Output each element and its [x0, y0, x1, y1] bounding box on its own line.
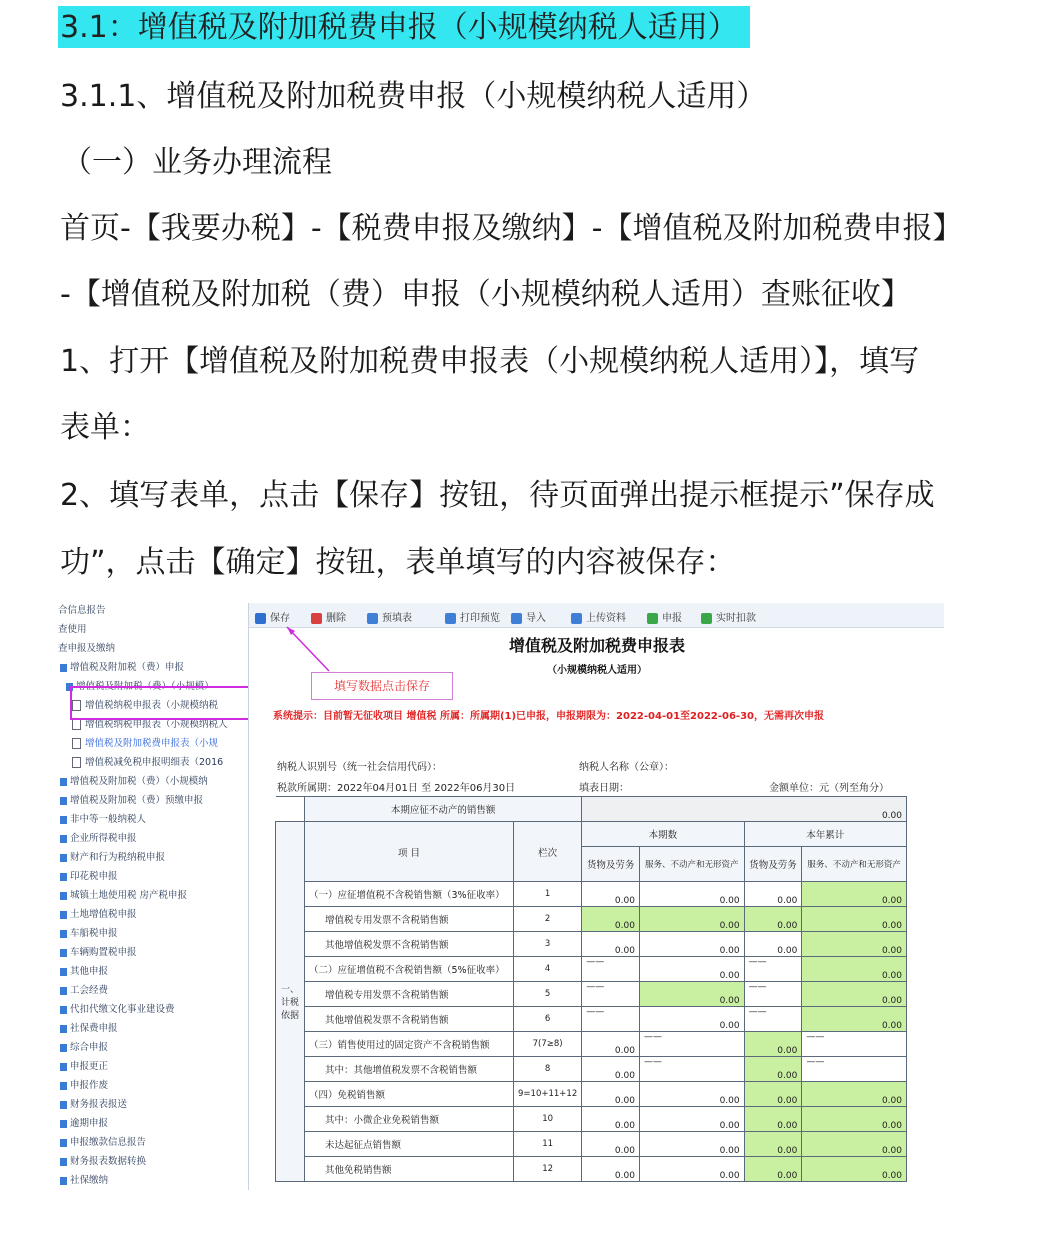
- step2-line-2: 功”，点击【确定】按钮，表单填写的内容被保存：: [60, 545, 736, 580]
- row-line: 12: [514, 1157, 582, 1182]
- row-line: 8: [514, 1057, 582, 1082]
- col-goods-ytd: 货物及劳务: [744, 847, 802, 882]
- fill-date-label: 填表日期：: [579, 783, 629, 794]
- amount-cell[interactable]: 0.00: [802, 957, 907, 982]
- step1-line-2: 表单：: [60, 410, 150, 445]
- amount-cell[interactable]: 0.00: [582, 1032, 640, 1057]
- tree-item[interactable]: [60, 1079, 108, 1093]
- tree-item-label: 申报作废: [70, 1080, 109, 1091]
- tree-item-label: 车辆购置税申报: [70, 947, 137, 958]
- toolbar-button[interactable]: [511, 609, 546, 624]
- row-label: 其中：小微企业免税销售额: [305, 1107, 514, 1132]
- amount-cell[interactable]: 0.00: [802, 1157, 907, 1182]
- row-label: 未达起征点销售额: [305, 1132, 514, 1157]
- row-label: 增值税专用发票不含税销售额: [305, 982, 514, 1007]
- tree-item-label: 增值税及附加税（费）（小规模）: [76, 681, 214, 692]
- tree-item-label: 非中等一般纳税人: [70, 814, 147, 825]
- toolbar-label: 导入: [526, 613, 546, 624]
- taxpayer-name-label: 纳税人名称（公章）：: [579, 762, 674, 773]
- toolbar-label: 保存: [270, 613, 290, 624]
- tree-item[interactable]: [60, 1174, 108, 1188]
- row-label: （二）应征增值税不含税销售额（5%征收率）: [305, 957, 514, 982]
- toolbar-button[interactable]: [367, 609, 412, 624]
- declaration-table: [275, 796, 907, 1182]
- toolbar-button[interactable]: [445, 609, 500, 624]
- tree-item-label: 申报缴款信息报告: [70, 1137, 147, 1148]
- row-line: 9=10+11+12: [514, 1082, 582, 1107]
- amount-cell[interactable]: 0.00: [744, 1082, 802, 1107]
- tree-item-label: 查申报及缴纳: [58, 643, 116, 654]
- folder-icon: [60, 1177, 67, 1185]
- amount-cell[interactable]: 0.00: [582, 1157, 640, 1182]
- table-row: [276, 957, 907, 982]
- amount-cell[interactable]: 0.00: [582, 907, 640, 932]
- amount-cell[interactable]: 0.00: [802, 982, 907, 1007]
- amount-cell[interactable]: 0.00: [582, 882, 640, 907]
- tree-item-label: 增值税及附加税（费）（小规模纳: [70, 776, 208, 787]
- folder-icon: [60, 1063, 67, 1071]
- tree-item-label: 增值税及附加税（费）预缴申报: [70, 795, 204, 806]
- toolbar-label: 实时扣款: [716, 613, 756, 624]
- row-label: 其他免税销售额: [305, 1157, 514, 1182]
- amount-cell: ——: [802, 1057, 907, 1082]
- toolbar-icon: [255, 613, 266, 624]
- toolbar-icon: [367, 613, 378, 624]
- amount-cell[interactable]: 0.00: [582, 1057, 640, 1082]
- step2-line-1: 2、填写表单，点击【保存】按钮，待页面弹出提示框提示”保存成: [60, 478, 935, 513]
- amount-cell[interactable]: 0.00: [744, 1032, 802, 1057]
- col-item: 项 目: [305, 822, 514, 882]
- tree-item[interactable]: [60, 946, 137, 960]
- tree-item[interactable]: [60, 1136, 146, 1150]
- row-line: 1: [514, 882, 582, 907]
- folder-icon: [60, 968, 67, 976]
- amount-cell[interactable]: 0.00: [639, 1007, 744, 1032]
- amount-cell[interactable]: 0.00: [744, 1107, 802, 1132]
- col-services-ytd: 服务、不动产和无形资产: [802, 847, 907, 882]
- form-title: 增值税及附加税费申报表: [508, 636, 685, 655]
- tree-item-label: 综合申报: [70, 1042, 109, 1053]
- tree-item[interactable]: [60, 1060, 108, 1074]
- tree-item[interactable]: [58, 642, 115, 656]
- table-row: [276, 1032, 907, 1057]
- toolbar-label: 删除: [326, 613, 346, 624]
- tree-item[interactable]: [60, 870, 118, 884]
- subheading: 3.1.1、增值税及附加税费申报（小规模纳税人适用）: [60, 79, 767, 114]
- tree-item-label: 增值税纳税申报表（小规模纳税人: [85, 719, 228, 730]
- toolbar-icon: [445, 613, 456, 624]
- row-line: 5: [514, 982, 582, 1007]
- folder-icon: [60, 778, 67, 786]
- amount-cell: ——: [744, 957, 802, 982]
- amount-cell: ——: [744, 982, 802, 1007]
- amount-cell[interactable]: 0.00: [744, 932, 802, 957]
- tree-item-label: 工会经费: [70, 985, 109, 996]
- amount-cell[interactable]: 0.00: [582, 1107, 640, 1132]
- section-heading: 3.1：增值税及附加税费申报（小规模纳税人适用）: [58, 6, 750, 48]
- amount-cell: ——: [582, 957, 640, 982]
- folder-icon: [60, 816, 67, 824]
- step1-line-1: 1、打开【增值税及附加税费申报表（小规模纳税人适用）】，填写: [60, 344, 920, 379]
- toolbar-label: 上传资料: [586, 613, 626, 624]
- table-row: [276, 982, 907, 1007]
- col-ytd: 本年累计: [744, 822, 906, 847]
- top-row-value: 0.00: [582, 797, 907, 822]
- tree-item-label: 城镇土地使用税 房产税申报: [70, 890, 188, 901]
- tree-item[interactable]: [60, 661, 184, 675]
- amount-cell[interactable]: 0.00: [802, 1132, 907, 1157]
- tree-item-label: 车船税申报: [70, 928, 118, 939]
- path-line-1: 首页-【我要办税】-【税费申报及缴纳】-【增值税及附加税费申报】: [60, 211, 963, 246]
- amount-cell[interactable]: 0.00: [802, 932, 907, 957]
- col-goods-current: 货物及劳务: [582, 847, 640, 882]
- tree-item[interactable]: [72, 756, 223, 770]
- document-icon: [72, 757, 81, 768]
- amount-cell[interactable]: 0.00: [639, 1157, 744, 1182]
- side-label: 一、计税依据: [276, 822, 305, 1182]
- toolbar-button[interactable]: [311, 609, 346, 624]
- table-row: [276, 882, 907, 907]
- tree-item[interactable]: [72, 718, 228, 732]
- amount-cell[interactable]: 0.00: [639, 882, 744, 907]
- row-label: （一）应征增值税不含税销售额（3%征收率）: [305, 882, 514, 907]
- row-label: （四）免税销售额: [305, 1082, 514, 1107]
- folder-icon: [60, 1082, 67, 1090]
- toolbar-label: 申报: [662, 613, 682, 624]
- tree-item[interactable]: [60, 1041, 108, 1055]
- amount-cell[interactable]: 0.00: [744, 1132, 802, 1157]
- amount-cell[interactable]: 0.00: [802, 1007, 907, 1032]
- unit-label: 金额单位：元（列至角分）: [769, 783, 889, 794]
- tree-item[interactable]: [60, 984, 108, 998]
- row-line: 6: [514, 1007, 582, 1032]
- row-label: 其中：其他增值税发票不含税销售额: [305, 1057, 514, 1082]
- folder-icon: [60, 930, 67, 938]
- tree-item[interactable]: [60, 1022, 118, 1036]
- col-current: 本期数: [582, 822, 744, 847]
- section-title: （一）业务办理流程: [62, 145, 332, 180]
- row-line: 10: [514, 1107, 582, 1132]
- table-row: [276, 932, 907, 957]
- folder-icon: [60, 1006, 67, 1014]
- amount-cell[interactable]: 0.00: [582, 1082, 640, 1107]
- amount-cell: ——: [582, 1007, 640, 1032]
- tree-item[interactable]: [60, 965, 108, 979]
- folder-icon: [60, 1158, 67, 1166]
- folder-icon: [60, 797, 67, 805]
- callout-arrow: [279, 623, 339, 675]
- form-panel: [248, 603, 944, 1190]
- col-services-current: 服务、不动产和无形资产: [639, 847, 744, 882]
- folder-icon: [60, 911, 67, 919]
- toolbar-icon: [311, 613, 322, 624]
- table-row: [276, 1082, 907, 1107]
- tree-item[interactable]: [60, 1003, 175, 1017]
- amount-cell[interactable]: 0.00: [744, 1157, 802, 1182]
- tree-item-label: 企业所得税申报: [70, 833, 137, 844]
- tree-item[interactable]: [60, 927, 118, 941]
- amount-cell: ——: [802, 1032, 907, 1057]
- tree-item[interactable]: [60, 775, 208, 789]
- amount-cell[interactable]: 0.00: [582, 1132, 640, 1157]
- col-line: 栏次: [514, 822, 582, 882]
- tree-item[interactable]: [60, 813, 146, 827]
- tree-item-label: 社保费申报: [70, 1023, 118, 1034]
- toolbar-icon: [647, 613, 658, 624]
- row-label: 其他增值税发票不含税销售额: [305, 1007, 514, 1032]
- save-callout: 填写数据点击保存: [311, 672, 453, 700]
- path-line-2: -【增值税及附加税（费）申报（小规模纳税人适用）查账征收】: [60, 277, 911, 312]
- tree-item-label: 增值税纳税申报表（小规模纳税: [85, 700, 219, 711]
- form-subtitle: （小规模纳税人适用）: [547, 665, 647, 676]
- folder-icon: [60, 854, 67, 862]
- toolbar-button[interactable]: [571, 609, 626, 624]
- tree-item-label: 印花税申报: [70, 871, 118, 882]
- tree-item[interactable]: [60, 794, 203, 808]
- period-label: 税款所属期：2022年04月01日 至 2022年06月30日: [277, 783, 516, 794]
- tree-item-label: 财产和行为税纳税申报: [70, 852, 166, 863]
- amount-cell[interactable]: 0.00: [639, 982, 744, 1007]
- tree-item-label: 增值税减免税申报明细表（2016: [85, 757, 224, 768]
- row-line: 4: [514, 957, 582, 982]
- amount-cell[interactable]: 0.00: [639, 1082, 744, 1107]
- amount-cell[interactable]: 0.00: [639, 932, 744, 957]
- folder-icon: [60, 1120, 67, 1128]
- folder-icon: [60, 664, 67, 672]
- tree-item[interactable]: [60, 851, 165, 865]
- top-row-label: 本期应征不动产的销售额: [305, 797, 582, 822]
- table-row: [276, 1107, 907, 1132]
- toolbar-icon: [701, 613, 712, 624]
- toolbar-label: 预填表: [382, 613, 412, 624]
- folder-icon: [60, 873, 67, 881]
- tree-item-label: 申报更正: [70, 1061, 109, 1072]
- tree-item[interactable]: [60, 1117, 108, 1131]
- tree-item-label: 财务报表数据转换: [70, 1156, 147, 1167]
- row-line: 7(7≥8): [514, 1032, 582, 1057]
- toolbar-icon: [571, 613, 582, 624]
- form-toolbar: [249, 603, 944, 628]
- table-row: [276, 907, 907, 932]
- tree-item[interactable]: [58, 604, 106, 618]
- tree-item-label: 代扣代缴文化事业建设费: [70, 1004, 175, 1015]
- embedded-screenshot: [58, 600, 944, 1190]
- folder-icon: [60, 892, 67, 900]
- amount-cell[interactable]: 0.00: [582, 932, 640, 957]
- folder-icon: [60, 987, 67, 995]
- amount-cell[interactable]: 0.00: [639, 907, 744, 932]
- amount-cell: ——: [744, 1007, 802, 1032]
- toolbar-button[interactable]: [701, 609, 756, 624]
- folder-icon: [60, 1139, 67, 1147]
- table-row: [276, 1057, 907, 1082]
- row-label: 增值税专用发票不含税销售额: [305, 907, 514, 932]
- row-line: 3: [514, 932, 582, 957]
- tree-item[interactable]: [60, 1098, 127, 1112]
- tree-item-label: 土地增值税申报: [70, 909, 137, 920]
- document-icon: [72, 738, 81, 749]
- folder-icon: [60, 1101, 67, 1109]
- amount-cell[interactable]: 0.00: [802, 907, 907, 932]
- tree-item[interactable]: [60, 1155, 146, 1169]
- table-row: [276, 1157, 907, 1182]
- row-label: （三）销售使用过的固定资产不含税销售额: [305, 1032, 514, 1057]
- folder-icon: [60, 1025, 67, 1033]
- tree-item-label: 其他申报: [70, 966, 109, 977]
- tree-item[interactable]: [60, 832, 137, 846]
- toolbar-button[interactable]: [647, 609, 682, 624]
- amount-cell: ——: [582, 982, 640, 1007]
- row-line: 2: [514, 907, 582, 932]
- tree-item-label: 查使用: [58, 624, 87, 635]
- table-row: [276, 1132, 907, 1157]
- amount-cell[interactable]: 0.00: [639, 957, 744, 982]
- amount-cell[interactable]: 0.00: [802, 1082, 907, 1107]
- amount-cell[interactable]: 0.00: [802, 882, 907, 907]
- tree-item-label: 财务报表报送: [70, 1099, 128, 1110]
- tree-item[interactable]: [72, 737, 218, 751]
- amount-cell: ——: [639, 1057, 744, 1082]
- tree-item-label: 增值税及附加税费申报表（小规: [85, 738, 219, 749]
- document-icon: [72, 719, 81, 730]
- table-row: [276, 1007, 907, 1032]
- amount-cell[interactable]: 0.00: [744, 907, 802, 932]
- folder-icon: [60, 949, 67, 957]
- tree-item-label: 社保缴纳: [70, 1175, 109, 1186]
- tree-item[interactable]: [58, 623, 87, 637]
- tree-item-label: 逾期申报: [70, 1118, 109, 1129]
- amount-cell[interactable]: 0.00: [639, 1107, 744, 1132]
- row-line: 11: [514, 1132, 582, 1157]
- amount-cell[interactable]: 0.00: [802, 1107, 907, 1132]
- tree-item[interactable]: [60, 908, 137, 922]
- amount-cell[interactable]: 0.00: [744, 882, 802, 907]
- toolbar-icon: [511, 613, 522, 624]
- system-notice: 系统提示：目前暂无征收项目 增值税 所属：所属期(1)已申报，申报期限为：2022-04-01至2022-06-30，无需再次申报: [273, 711, 824, 722]
- taxpayer-id-label: 纳税人识别号（统一社会信用代码）：: [277, 762, 442, 773]
- row-label: 其他增值税发票不含税销售额: [305, 932, 514, 957]
- amount-cell: ——: [639, 1032, 744, 1057]
- tree-item-label: 合信息报告: [58, 605, 106, 616]
- amount-cell[interactable]: 0.00: [744, 1057, 802, 1082]
- folder-icon: [60, 1044, 67, 1052]
- toolbar-label: 打印预览: [460, 613, 500, 624]
- toolbar-button[interactable]: [255, 609, 290, 624]
- highlight-box: [70, 686, 250, 720]
- folder-icon: [60, 835, 67, 843]
- tree-item[interactable]: [60, 889, 187, 903]
- tree-item-label: 增值税及附加税（费）申报: [70, 662, 185, 673]
- amount-cell[interactable]: 0.00: [639, 1132, 744, 1157]
